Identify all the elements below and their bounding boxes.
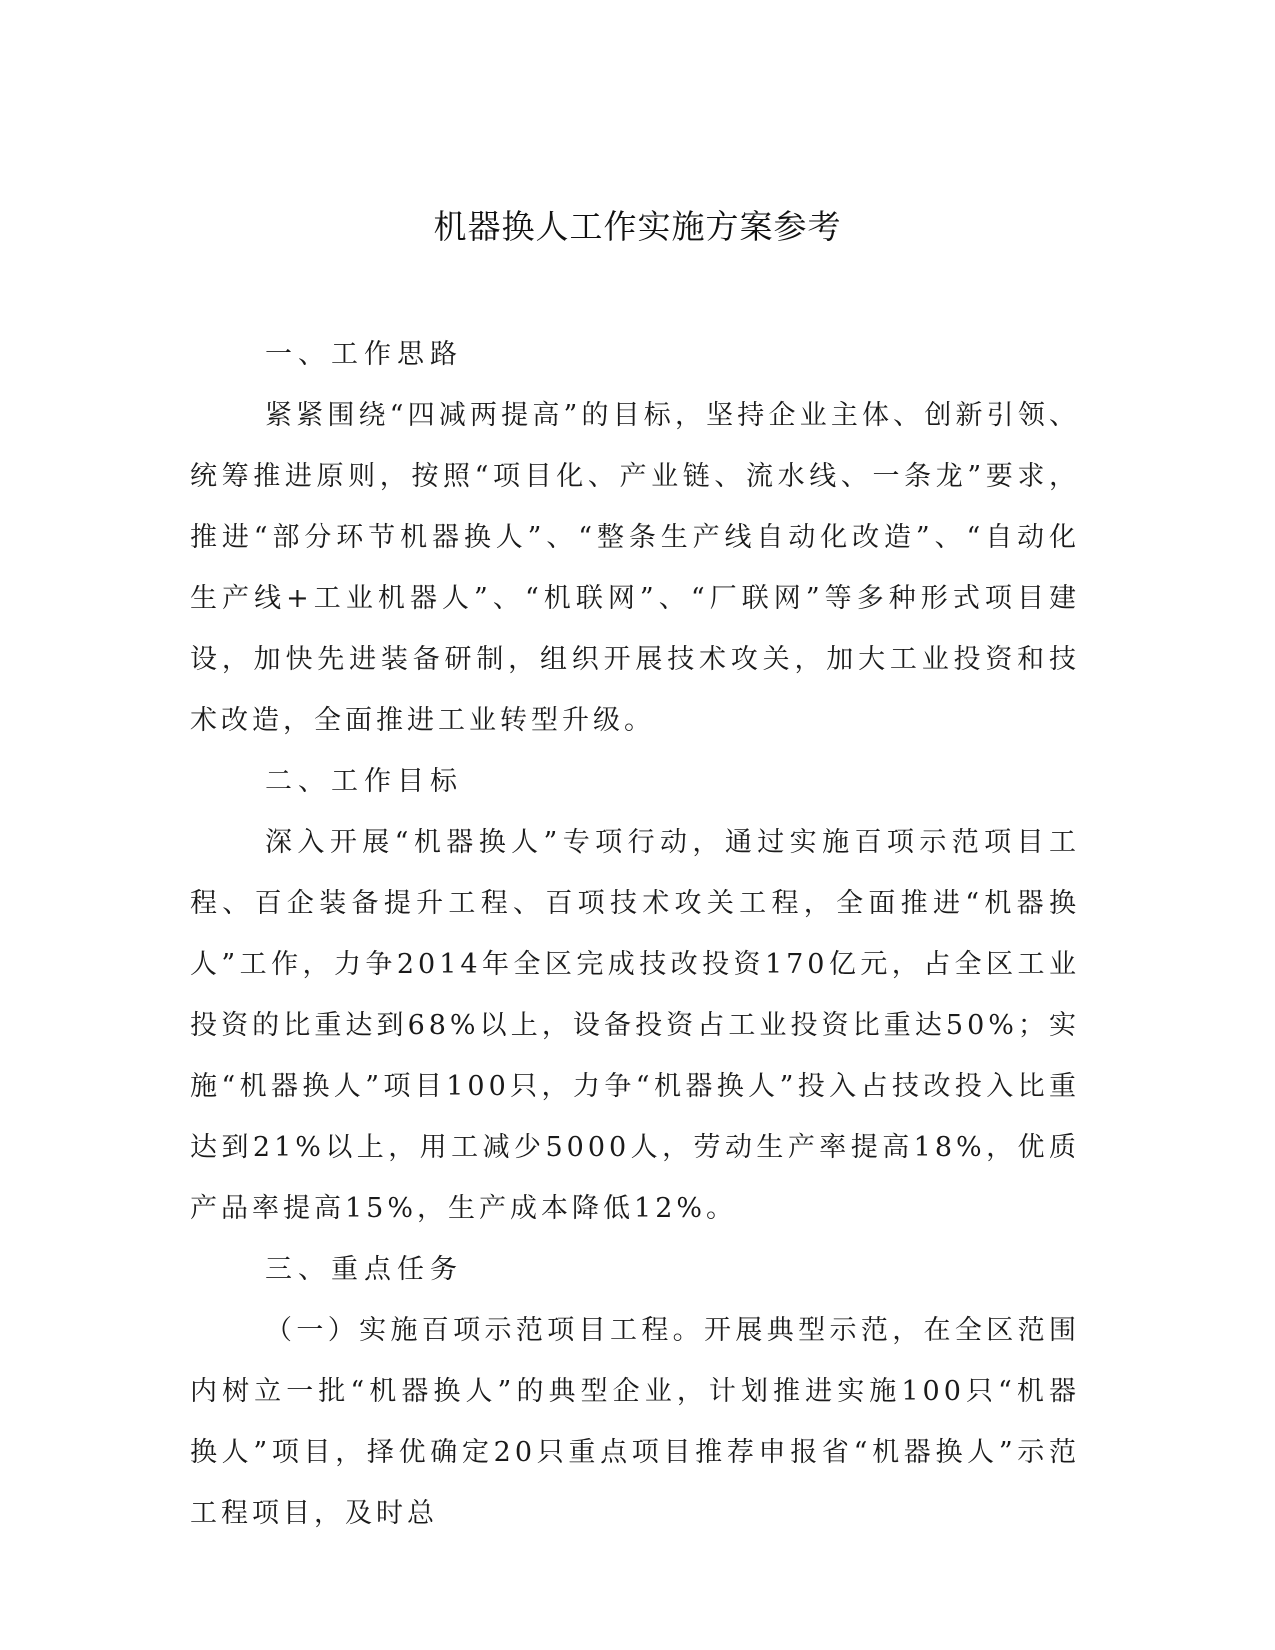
section-paragraph-1: 紧紧围绕“四减两提高”的目标，坚持企业主体、创新引领、统筹推进原则，按照“项目化、产业链、流水线、一条龙”要求，推进“部分环节机器换人”、“整条生产线自动化改造”、“自动化生产线+工业机器人”、“机联网”、“厂联网”等多种形式项目建设，加快先进装备研制，组织开展技术攻关，加大工业投资和技术改造，全面推进工业转型升级。 bbox=[190, 400, 1080, 736]
document-body bbox=[190, 324, 1080, 1544]
section-paragraph-2: 深入开展“机器换人”专项行动，通过实施百项示范项目工程、百企装备提升工程、百项技术攻关工程，全面推进“机器换人”工作，力争2014年全区完成技改投资170亿元，占全区工业投资的比重达到68%以上，设备投资占工业投资比重达50%；实施“机器换人”项目100只，力争“机器换人”投入占技改投入比重达到21%以上，用工减少5000人，劳动生产率提高18%，优质产品率提高15%，生产成本降低12%。 bbox=[190, 827, 1080, 1224]
document-title: 机器换人工作实施方案参考 bbox=[433, 207, 842, 246]
section-paragraph-3: （一）实施百项示范项目工程。开展典型示范，在全区范围内树立一批“机器换人”的典型企业，计划推进实施100只“机器换人”项目，择优确定20只重点项目推荐申报省“机器换人”示范工程项目，及时总 bbox=[190, 1315, 1080, 1529]
section-heading-1: 一、工作思路 bbox=[265, 339, 463, 370]
section-heading-2: 二、工作目标 bbox=[265, 766, 463, 797]
section-heading-3: 三、重点任务 bbox=[265, 1254, 463, 1285]
